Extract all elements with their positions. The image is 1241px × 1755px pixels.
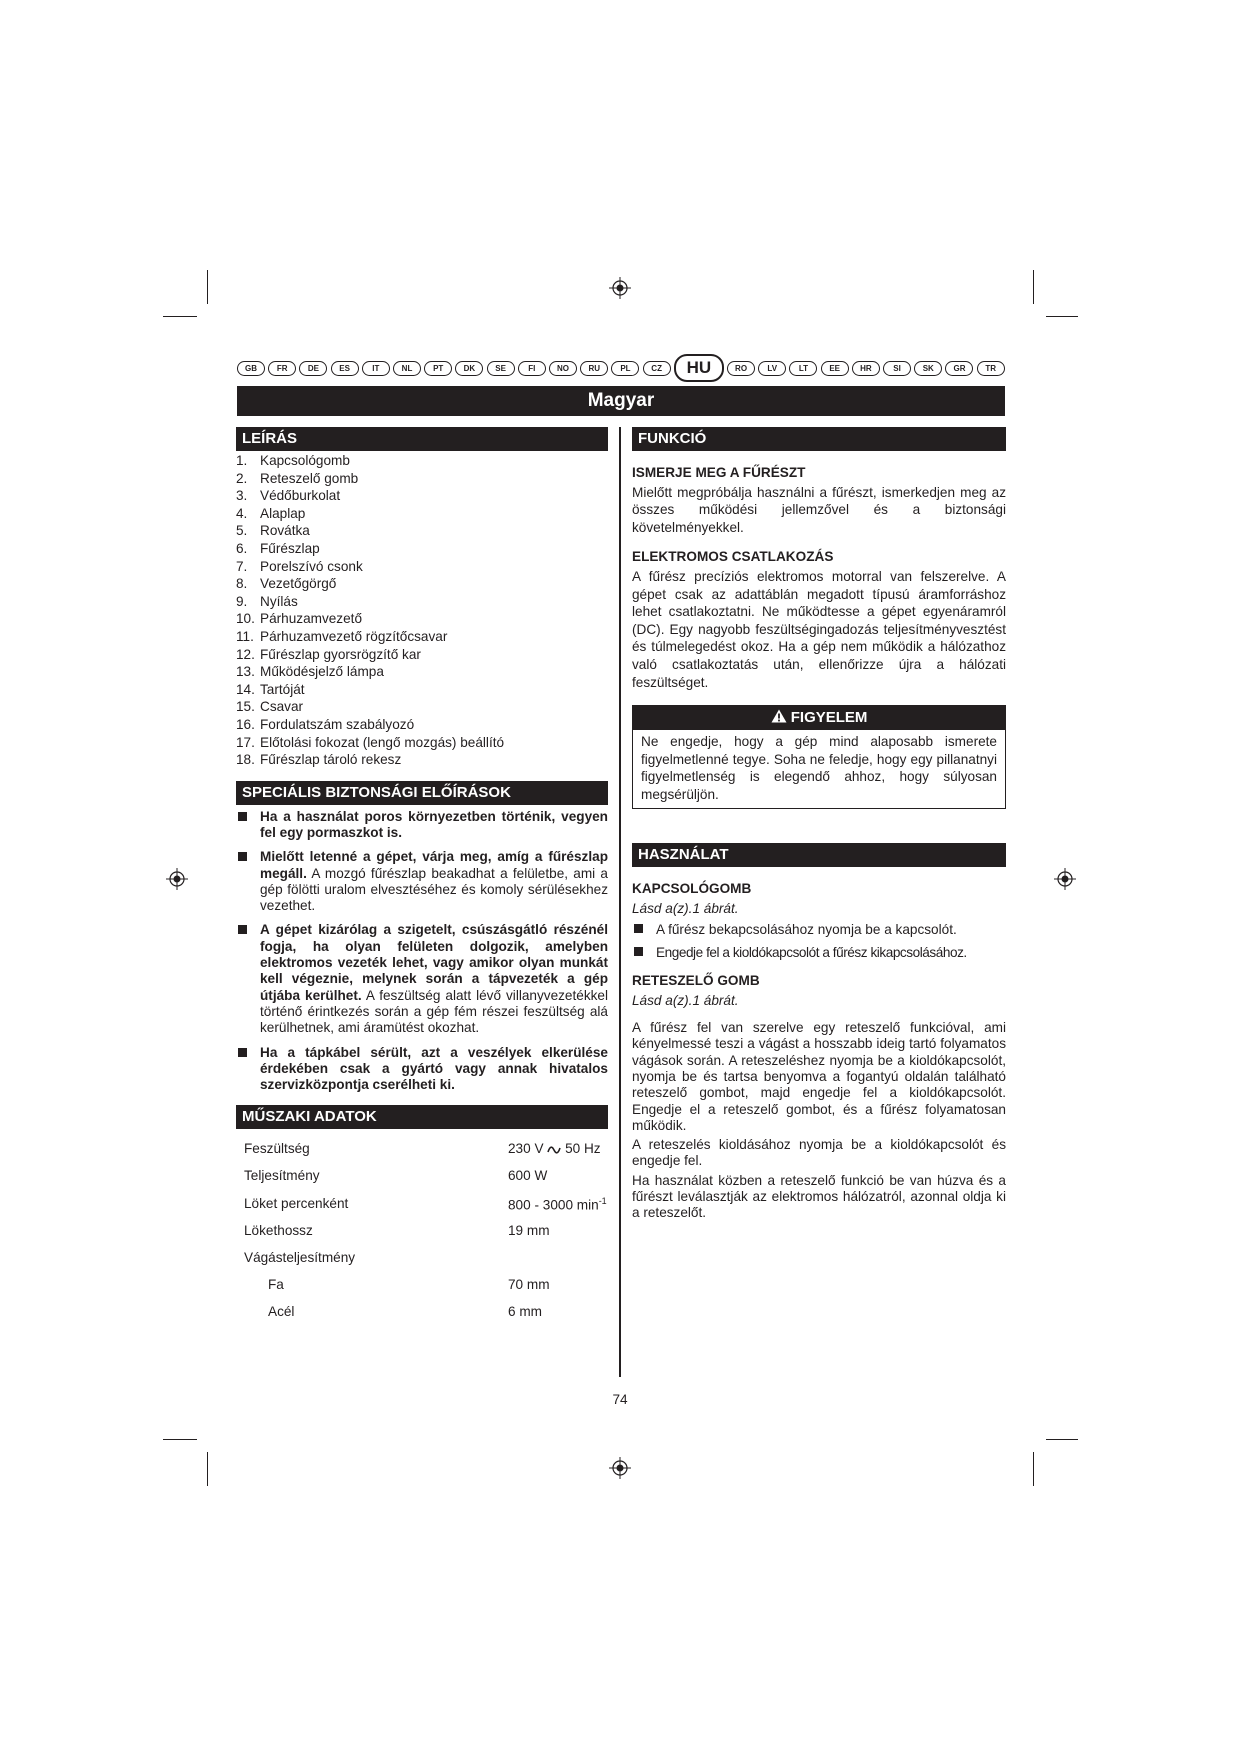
language-nl: NL xyxy=(393,361,421,376)
crop-mark xyxy=(207,1452,208,1486)
square-bullet-icon xyxy=(634,924,643,933)
language-se: SE xyxy=(487,361,515,376)
warning-box xyxy=(632,705,1006,808)
warning-triangle-icon xyxy=(771,709,787,723)
subheading: ELEKTROMOS CSATLAKOZÁS xyxy=(632,549,834,565)
spec-label: Vágásteljesítmény xyxy=(244,1249,356,1265)
spec-value: 70 mm xyxy=(508,1277,550,1293)
list-number: 16. xyxy=(236,716,255,732)
list-item xyxy=(236,470,608,488)
table-row xyxy=(236,1135,608,1162)
spec-value: 800 - 3000 $\min^{-1}$ xyxy=(508,1195,607,1213)
figure-reference: Lásd a(z).1 ábrát. xyxy=(632,901,739,917)
left-column xyxy=(236,427,608,1326)
list-item xyxy=(236,575,608,593)
crop-mark xyxy=(1046,316,1078,317)
list-text: Alaplap xyxy=(260,505,306,521)
language-gb: GB xyxy=(237,361,265,376)
list-text: Rovátka xyxy=(260,523,310,539)
registration-mark-icon xyxy=(609,277,631,299)
language-es: ES xyxy=(331,361,359,376)
section-heading-specs: MŰSZAKI ADATOK xyxy=(236,1105,608,1129)
list-text: Működésjelző lámpa xyxy=(260,664,384,680)
list-number: 3. xyxy=(236,488,248,504)
crop-mark xyxy=(163,316,197,317)
list-item xyxy=(236,505,608,523)
switch-list xyxy=(632,921,1006,962)
page-title: Magyar xyxy=(237,386,1005,416)
column-divider xyxy=(619,427,621,1377)
list-item xyxy=(236,751,608,769)
list-number: 11. xyxy=(236,628,254,644)
paragraph: A fűrész fel van szerelve egy reteszelő funkcióval, ami kényelmessé teszi a vágást a hosszabb ideig tartó folyamatos vágások során. A reteszeléshez nyomja be a kioldókapcsolót, nyomja be és tartsa benyomva a fogantyú oldalán található reteszelő gombot, majd engedje fel a kioldókapcsolót. Engedje el a reteszelő gombot, és a fűrész folyamatosan működik. xyxy=(632,1020,1006,1133)
list-text: Fűrészlap xyxy=(260,540,320,556)
list-text: A fűrész bekapcsolásához nyomja be a kapcsolót. xyxy=(656,921,957,937)
section-heading-funkcio: FUNKCIÓ xyxy=(632,427,1006,451)
paragraph: Ha használat közben a reteszelő funkció be van húzva és a fűrészt leválasztják az elektromos hálózatról, azonnal oldja ki a reteszelőt. xyxy=(632,1172,1006,1221)
bold-text: Ha a használat poros környezetben történik, vegyen fel egy pormaszkot is. xyxy=(260,808,608,840)
language-selector xyxy=(237,354,1005,382)
spec-value: 19 mm xyxy=(508,1222,550,1238)
language-gr: GR xyxy=(945,361,973,376)
language-si: SI xyxy=(883,361,911,376)
list-text: Előtolási fokozat (lengő mozgás) beállító xyxy=(260,734,505,750)
list-item xyxy=(236,610,608,628)
list-item xyxy=(236,663,608,681)
language-pl: PL xyxy=(611,361,639,376)
list-item xyxy=(236,681,608,699)
language-fi: FI xyxy=(518,361,546,376)
list-item xyxy=(236,646,608,664)
list-item xyxy=(236,716,608,734)
square-bullet-icon xyxy=(634,947,643,956)
crop-mark xyxy=(163,1439,197,1440)
list-text: Fordulatszám szabályozó xyxy=(260,716,415,732)
spec-label: Löket percenként xyxy=(244,1195,349,1211)
list-number: 2. xyxy=(236,470,248,486)
list-text: Vezetőgörgő xyxy=(260,576,337,592)
normal-text: A mozgó fűrészlap beakadhat a felületbe, ami a gép fölötti uralom elvesztéséhez és komoly sérülésekhez vezethet. xyxy=(260,865,608,914)
list-item xyxy=(236,849,608,914)
table-row xyxy=(236,1190,608,1217)
list-text: Fűrészlap tároló rekesz xyxy=(260,752,402,768)
language-ro: RO xyxy=(727,361,755,376)
list-text: Párhuzamvezető rögzítőcsavar xyxy=(260,628,448,644)
subheading: ISMERJE MEG A FŰRÉSZT xyxy=(632,465,806,480)
spec-value: 6 mm xyxy=(508,1304,542,1320)
list-item xyxy=(632,944,1006,962)
list-number: 4. xyxy=(236,505,248,521)
language-hr: HR xyxy=(852,361,880,376)
section-heading-leiras: LEÍRÁS xyxy=(236,427,608,451)
list-item xyxy=(236,628,608,646)
spec-label: Lökethossz xyxy=(244,1222,313,1238)
spec-value: 600 W xyxy=(508,1168,548,1184)
list-text: Nyílás xyxy=(260,593,298,609)
paragraph: A fűrész precíziós elektromos motorral van felszerelve. A gépet csak az adattáblán megadott típusú áramforráshoz lehet csatlakoztatni. Ne működtesse a gépet egyenáramról (DC). Egy nagyobb feszültségingadozás teljesítményvesztést és túlmelegedést okoz. Ha a gép nem működik a hálózathoz való csatlakoztatás után, ellenőrizze újra a hálózati feszültséget. xyxy=(632,568,1006,690)
paragraph: Mielőtt megpróbálja használni a fűrészt, ismerkedjen meg az összes működési jellemzővel és a biztonsági követelményekkel. xyxy=(632,484,1006,535)
crop-mark xyxy=(207,270,208,304)
specs-table xyxy=(236,1135,608,1325)
crop-mark xyxy=(1046,1439,1078,1440)
language-it: IT xyxy=(362,361,390,376)
list-text: Fűrészlap gyorsrögzítő kar xyxy=(260,646,421,662)
table-row xyxy=(236,1299,608,1326)
table-row xyxy=(236,1163,608,1190)
square-bullet-icon xyxy=(238,1048,247,1057)
list-text: Kapcsológomb xyxy=(260,453,350,468)
list-item xyxy=(632,921,1006,939)
list-item xyxy=(236,522,608,540)
list-item xyxy=(236,487,608,505)
list-item xyxy=(236,593,608,611)
list-number: 18. xyxy=(236,752,255,768)
spec-value: 230 V 50 Hz xyxy=(508,1141,601,1157)
warning-header xyxy=(633,706,1005,730)
language-pt: PT xyxy=(424,361,452,376)
list-number: 15. xyxy=(236,699,255,715)
list-number: 8. xyxy=(236,576,248,592)
table-row xyxy=(236,1244,608,1271)
language-cz: CZ xyxy=(643,361,671,376)
list-number: 9. xyxy=(236,593,248,609)
parts-list xyxy=(236,452,608,769)
list-item xyxy=(236,809,608,842)
spec-label: Teljesítmény xyxy=(244,1168,320,1184)
language-fr: FR xyxy=(268,361,296,376)
list-number: 10. xyxy=(236,611,255,627)
crop-mark xyxy=(1033,1452,1034,1486)
normal-text: A feszültség alatt lévő villanyvezetékkel történő érintkezés során a gép fém részei feszültség alá kerülhetnek, ami áramütést okozhat. xyxy=(260,987,609,1036)
list-item xyxy=(236,1045,608,1094)
language-de: DE xyxy=(299,361,327,376)
crop-mark xyxy=(1033,270,1034,304)
subheading: RETESZELŐ GOMB xyxy=(632,972,760,988)
table-row xyxy=(236,1217,608,1244)
list-item xyxy=(236,452,608,470)
list-item xyxy=(236,558,608,576)
language-no: NO xyxy=(549,361,577,376)
list-number: 17. xyxy=(236,734,255,750)
warning-text: Ne engedje, hogy a gép mind alaposabb ismerete figyelmetlenné tegye. Soha ne feledje, hogy egy pillanatnyi figyelmetlenség is elegendő ahhoz, hogy súlyosan megsérüljön. xyxy=(641,734,997,802)
list-item xyxy=(236,922,608,1036)
list-number: 1. xyxy=(236,453,248,468)
list-text: Tartóját xyxy=(260,681,305,697)
right-column xyxy=(632,427,1006,1222)
list-text: Párhuzamvezető xyxy=(260,611,363,627)
list-text: Védőburkolat xyxy=(260,488,341,504)
list-number: 12. xyxy=(236,646,255,662)
list-item xyxy=(236,540,608,558)
spec-label: Fa xyxy=(268,1277,284,1293)
spec-value xyxy=(508,1244,608,1271)
list-text: Reteszelő gomb xyxy=(260,470,359,486)
spec-label: Acél xyxy=(268,1304,295,1320)
table-row xyxy=(236,1271,608,1298)
language-ee: EE xyxy=(821,361,849,376)
registration-mark-icon xyxy=(1054,868,1076,890)
page-number: 74 xyxy=(612,1392,628,1407)
language-sk: SK xyxy=(914,361,942,376)
square-bullet-icon xyxy=(238,925,247,934)
list-text: Porelszívó csonk xyxy=(260,558,363,574)
list-item xyxy=(236,698,608,716)
subheading: KAPCSOLÓGOMB xyxy=(632,880,752,896)
registration-mark-icon xyxy=(609,1457,631,1479)
list-number: 5. xyxy=(236,523,248,539)
bold-text: Mielőtt letenné a gépet, várja meg, amíg a fűrészlap megáll. xyxy=(260,849,608,881)
language-ru: RU xyxy=(580,361,608,376)
language-dk: DK xyxy=(455,361,483,376)
ac-wave-icon xyxy=(547,1145,561,1155)
spec-label: Feszültség xyxy=(244,1141,310,1157)
list-number: 6. xyxy=(236,540,248,556)
list-number: 14. xyxy=(236,681,255,697)
square-bullet-icon xyxy=(238,812,247,821)
section-heading-safety: SPECIÁLIS BIZTONSÁGI ELŐÍRÁSOK xyxy=(236,781,608,805)
square-bullet-icon xyxy=(238,852,247,861)
bold-text: Ha a tápkábel sérült, azt a veszélyek elkerülése érdekében csak a gyártó vagy annak hivatalos szervizközpontja cserélheti ki. xyxy=(260,1044,608,1093)
bold-text: A gépet kizárólag a szigetelt, csúszásgátló részénél fogja, ha olyan felületen dolgozik, amelyben elektromos vezeték lehet, vagy amikor olyan munkát kell végeznie, melynek során a tápvezeték a gép útjába kerülhet. xyxy=(260,922,608,1003)
language-tr: TR xyxy=(977,361,1005,376)
list-number: 7. xyxy=(236,558,248,574)
paragraph: A reteszelés kioldásához nyomja be a kioldókapcsolót és engedje fel. xyxy=(632,1137,1006,1169)
safety-list xyxy=(236,809,608,1094)
figure-reference: Lásd a(z).1 ábrát. xyxy=(632,993,739,1009)
list-item xyxy=(236,734,608,752)
list-text: Csavar xyxy=(260,699,304,715)
language-lv: LV xyxy=(758,361,786,376)
list-text: Engedje fel a kioldókapcsolót a fűrész kikapcsolásához. xyxy=(656,945,967,961)
section-heading-hasznalat: HASZNÁLAT xyxy=(632,843,1006,867)
language-lt: LT xyxy=(789,361,817,376)
language-hu: HU xyxy=(674,354,724,382)
warning-title: FIGYELEM xyxy=(790,709,868,727)
list-number: 13. xyxy=(236,664,255,680)
registration-mark-icon xyxy=(166,868,188,890)
